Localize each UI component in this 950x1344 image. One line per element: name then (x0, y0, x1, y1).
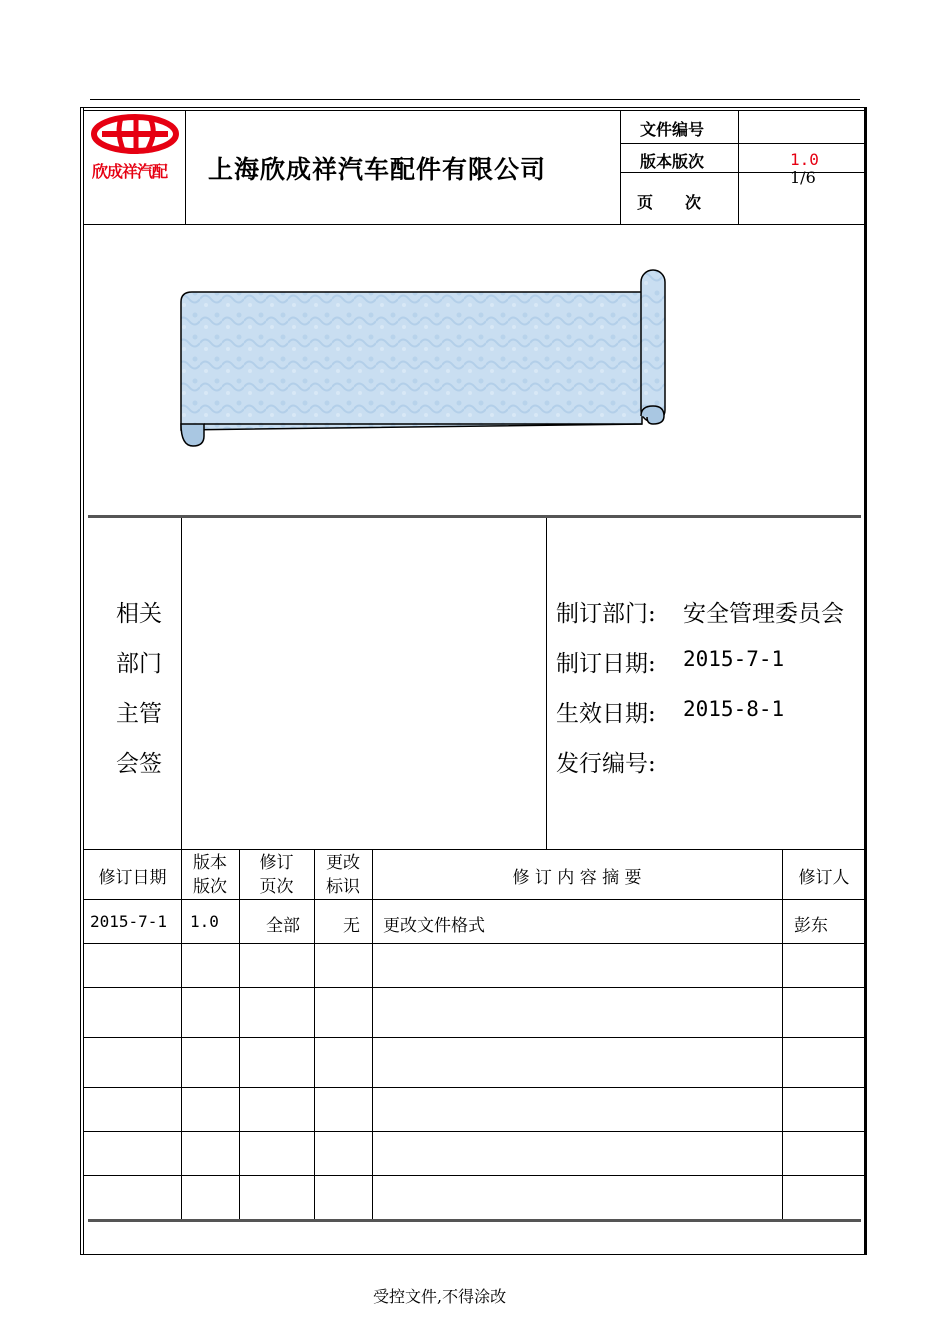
header-value-divider (738, 110, 739, 224)
header-row2-line (620, 172, 865, 173)
version-label: 版本版次 (640, 152, 705, 171)
signoff-label-line-3: 主管 (116, 701, 162, 727)
effective-date-label: 生效日期: (556, 701, 656, 727)
table-line (84, 1175, 866, 1176)
header-label-divider (620, 110, 621, 224)
cell-change-mark: 无 (343, 916, 360, 936)
page-label: 页 次 (637, 193, 702, 212)
header-revised-pages: 修订 页次 (259, 853, 294, 897)
table-col-line (782, 850, 783, 1220)
scroll-banner (178, 266, 670, 452)
table-line (84, 987, 866, 988)
cell-date: 2015-7-1 (90, 912, 168, 931)
table-line (84, 943, 866, 944)
table-line (84, 1131, 866, 1132)
header-reviser: 修订人 (798, 868, 850, 888)
header-logo-divider (185, 110, 186, 224)
header-bottom-line (84, 224, 864, 225)
issuing-dept-label: 制订部门: (556, 601, 656, 627)
version-value: 1.0 (790, 150, 819, 169)
signoff-label-line-2: 部门 (116, 651, 162, 677)
header-row1-line (620, 143, 865, 144)
section-separator-top (88, 515, 861, 518)
cell-summary: 更改文件格式 (383, 916, 485, 936)
header-top-line (84, 110, 864, 111)
page-value: 1/6 (790, 168, 816, 187)
signoff-label-line-1: 相关 (116, 601, 162, 627)
logo-text: 欣成祥汽配 (92, 162, 168, 181)
table-line (84, 1087, 866, 1088)
cell-pages: 全部 (266, 916, 300, 936)
table-col-line (239, 850, 240, 1220)
header-summary: 修 订 内 容 摘 要 (512, 868, 642, 888)
header-version: 版本 版次 (193, 853, 227, 897)
company-name: 上海欣成祥汽车配件有限公司 (208, 155, 547, 184)
scroll-banner-icon (178, 266, 670, 452)
logo-emblem-icon (88, 112, 183, 162)
doc-number-label: 文件编号 (640, 120, 705, 139)
table-col-line (372, 850, 373, 1220)
top-rule (90, 99, 860, 100)
table-line (84, 899, 866, 900)
signoff-label-line-4: 会签 (116, 751, 162, 777)
table-col-line (181, 850, 182, 1220)
cell-version: 1.0 (190, 912, 219, 931)
table-col-line (314, 850, 315, 1220)
issuing-dept-value: 安全管理委员会 (683, 601, 844, 627)
table-line (84, 849, 866, 850)
signoff-label-divider (181, 518, 182, 850)
section-separator-bottom (88, 1219, 861, 1222)
issue-date-label: 制订日期: (556, 651, 656, 677)
header-revision-date: 修订日期 (98, 868, 167, 888)
cell-reviser: 彭东 (794, 916, 828, 936)
issue-date-value: 2015-7-1 (683, 647, 785, 671)
signoff-info-divider (546, 518, 547, 850)
frame-inner-left (83, 107, 84, 1255)
company-logo (88, 112, 183, 182)
table-line (84, 1037, 866, 1038)
header-change-mark: 更改 标识 (326, 853, 360, 897)
effective-date-value: 2015-8-1 (683, 697, 785, 721)
issue-number-label: 发行编号: (556, 751, 656, 777)
footer-note: 受控文件,不得涂改 (373, 1287, 507, 1306)
